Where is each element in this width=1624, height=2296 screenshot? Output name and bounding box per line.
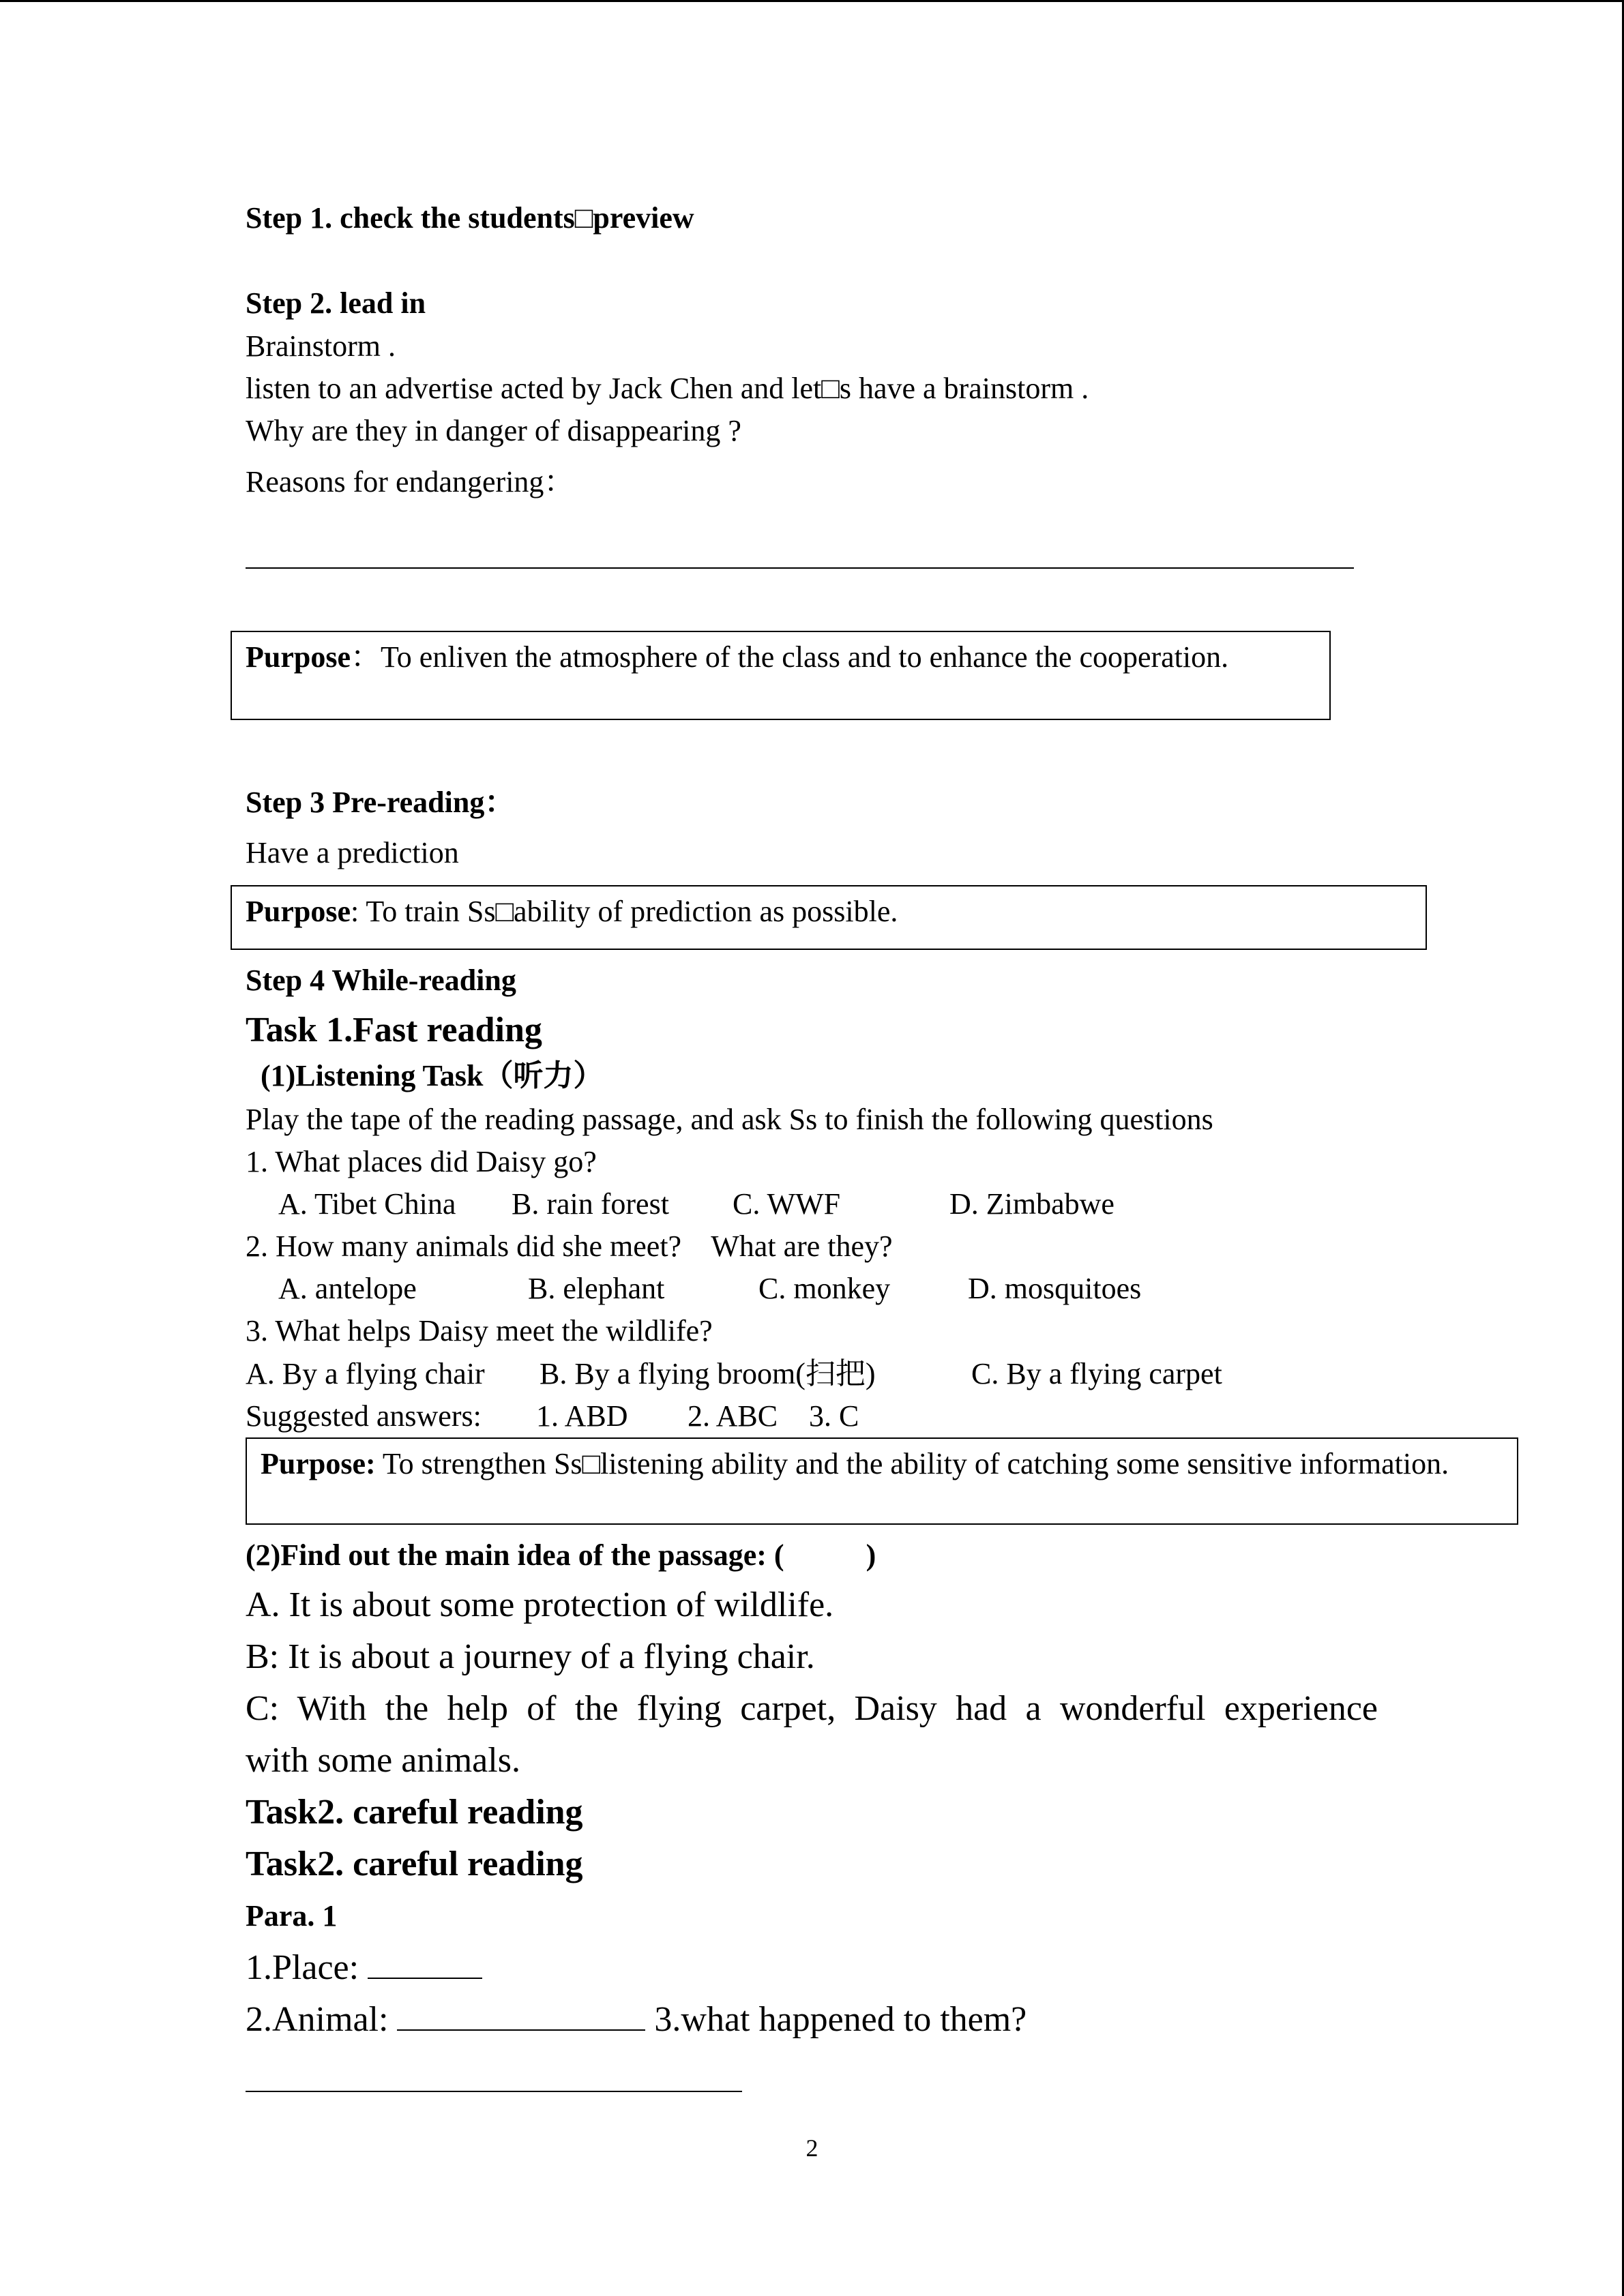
purpose-text: To enliven the atmosphere of the class and to enhance the cooperation.: [381, 640, 1229, 674]
place-row: [246, 1942, 482, 1994]
question-2-options: [278, 1268, 1141, 1310]
step1-heading: Step 1. check the students□preview: [246, 201, 694, 235]
step2-line2: listen to an advertise acted by Jack Chen and let□s have a brainstorm .: [246, 372, 1089, 405]
listening-task-heading: (1)Listening Task（听力）: [261, 1059, 604, 1092]
listening-instruction: Play the tape of the reading passage, and ask Ss to finish the following questions: [246, 1103, 1213, 1136]
happened-question: 3.what happened to them?: [654, 2000, 1027, 2039]
place-blank[interactable]: [368, 1943, 482, 1979]
question-1-options: [278, 1183, 1114, 1225]
answer-3: 3. C: [809, 1399, 859, 1433]
animal-blank[interactable]: [397, 1995, 645, 2031]
step2-line3: Why are they in danger of disappearing ?: [246, 414, 741, 447]
purpose-text: To strengthen Ss□listening ability and the ability of catching some sensitive information.: [382, 1447, 1449, 1480]
q3-option-a: A. By a flying chair: [246, 1357, 485, 1390]
reasons-label: Reasons for endangering：: [246, 465, 574, 498]
q1-option-d: D. Zimbabwe: [949, 1187, 1114, 1221]
page-border-top: [0, 0, 1624, 2]
main-idea-option-b: B: It is about a journey of a flying chair.: [246, 1637, 815, 1676]
animal-row: [246, 1994, 1027, 2046]
question-2: 2. How many animals did she meet? What are they?: [246, 1229, 893, 1263]
task2-heading-2: Task2. careful reading: [246, 1845, 583, 1883]
step4-heading: Step 4 While-reading: [246, 964, 516, 997]
purpose-box-2: [231, 885, 1427, 950]
main-idea-close: ): [866, 1538, 876, 1572]
q2-option-d: D. mosquitoes: [968, 1272, 1142, 1305]
q2-option-a: A. antelope: [278, 1272, 417, 1305]
animal-label: 2.Animal:: [246, 2000, 389, 2039]
q3-option-c: C. By a flying carpet: [971, 1357, 1222, 1390]
purpose-text: : To train Ss□ability of prediction as possible.: [351, 895, 898, 928]
purpose-label: Purpose: [246, 640, 351, 674]
step3-line1: Have a prediction: [246, 836, 459, 869]
q2-option-c: C. monkey: [758, 1272, 891, 1305]
answer-2: 2. ABC: [688, 1399, 778, 1433]
page-number: 2: [806, 2134, 818, 2162]
para1-heading: Para. 1: [246, 1899, 338, 1933]
purpose-box-1: [231, 631, 1331, 720]
place-label: 1.Place:: [246, 1948, 359, 1987]
purpose-label: Purpose:: [261, 1447, 376, 1480]
question-3-options: [246, 1353, 1222, 1395]
main-idea-question: [246, 1534, 876, 1577]
q2-option-b: B. elephant: [528, 1272, 665, 1305]
main-idea-option-c-line2: with some animals.: [246, 1741, 520, 1780]
purpose-colon: ：: [351, 640, 381, 674]
question-3: 3. What helps Daisy meet the wildlife?: [246, 1314, 713, 1347]
main-idea-option-a: A. It is about some protection of wildlife.: [246, 1585, 834, 1624]
q1-option-b: B. rain forest: [512, 1187, 669, 1221]
step3-heading: Step 3 Pre-reading：: [246, 786, 515, 819]
purpose-box-3: [246, 1437, 1518, 1525]
step2-heading: Step 2. lead in: [246, 286, 426, 320]
answers-label: Suggested answers:: [246, 1399, 482, 1433]
q1-option-c: C. WWF: [733, 1187, 841, 1221]
purpose-label: Purpose: [246, 895, 351, 928]
main-idea-option-c-line1: C: With the help of the flying carpet, Daisy had a wonderful experience: [246, 1689, 1378, 1728]
task1-heading: Task 1.Fast reading: [246, 1011, 542, 1049]
answer-1: 1. ABD: [536, 1399, 628, 1433]
main-idea-question-text: (2)Find out the main idea of the passage: (: [246, 1538, 784, 1572]
reasons-answer-line: [246, 567, 1354, 569]
task2-heading-1: Task2. careful reading: [246, 1793, 583, 1832]
step2-line1: Brainstorm .: [246, 329, 396, 363]
q3-option-b: B. By a flying broom(扫把): [540, 1357, 876, 1390]
q1-option-a: A. Tibet China: [278, 1187, 456, 1221]
question-1: 1. What places did Daisy go?: [246, 1145, 597, 1178]
suggested-answers: [246, 1395, 859, 1437]
happened-answer-line[interactable]: [246, 2091, 742, 2092]
